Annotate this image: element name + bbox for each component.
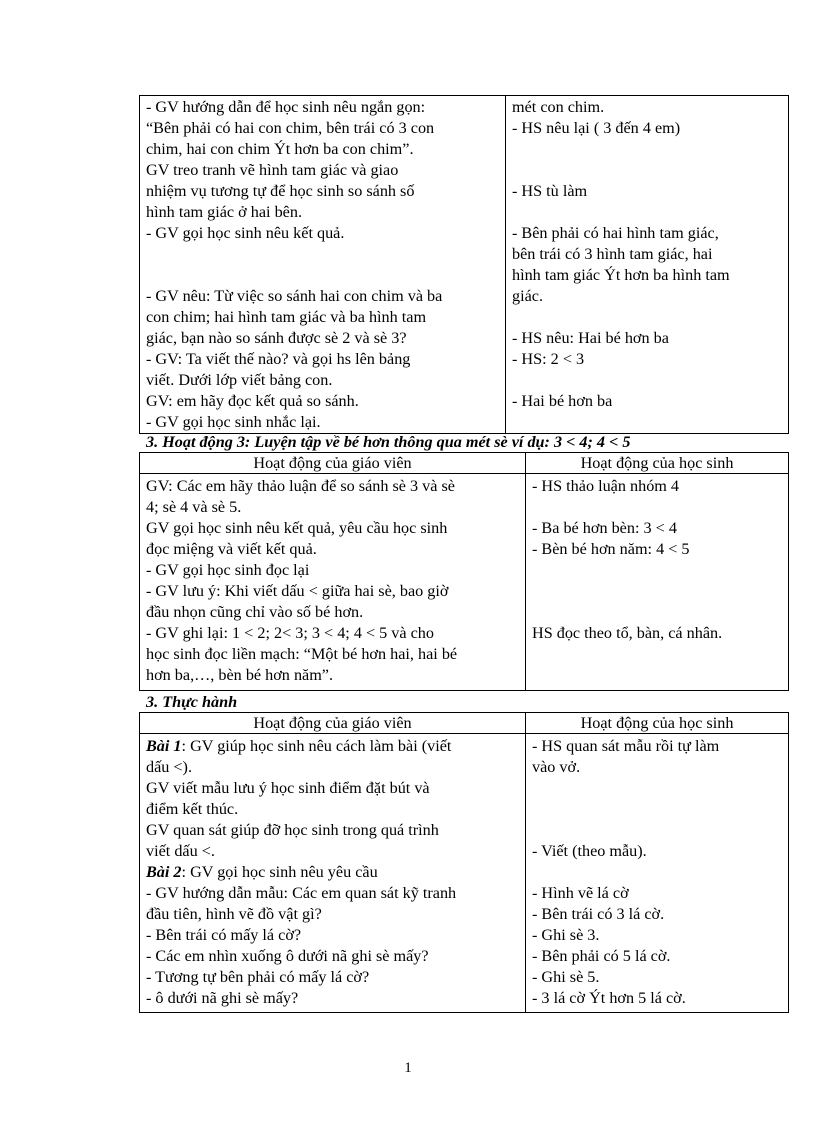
- text-line: [532, 778, 782, 799]
- text-line: - Bên phải có 5 lá cờ.: [532, 947, 671, 965]
- text-line: GV: em hãy đọc kết quả so sánh.: [146, 392, 359, 410]
- text-line: HS đọc theo tổ, bàn, cá nhân.: [532, 624, 723, 642]
- text-line: chim, hai con chim Ýt hơn ba con chim”.: [146, 140, 414, 158]
- text-line: [512, 370, 782, 391]
- text-line: đầu nhọn cũng chỉ vào số bé hơn.: [146, 603, 364, 621]
- text-line: hình tam giác Ýt hơn ba hình tam: [512, 266, 730, 284]
- text-line: [532, 560, 782, 581]
- text-line: GV gọi học sinh nêu kết quả, yêu cầu học sinh: [146, 519, 448, 537]
- text-line: hình tam giác ở hai bên.: [146, 203, 303, 221]
- student-activity-cell: [526, 734, 789, 1013]
- text-line: - Bên trái có 3 lá cờ.: [532, 905, 665, 923]
- exercise-2-text: : GV gọi học sinh nêu yêu cầu: [181, 863, 378, 881]
- text-line: điểm kết thúc.: [146, 800, 239, 818]
- text-line: - Bên phải có hai hình tam giác,: [512, 224, 719, 242]
- section-title-activity-3: 3. Hoạt động 3: Luyện tập về bé hơn thông qua mét sè ví dụ: 3 < 4; 4 < 5: [146, 433, 631, 451]
- text-line: 4; sè 4 và sè 5.: [146, 498, 242, 516]
- text-line: giác, bạn nào so sánh được sè 2 và sè 3?: [146, 329, 407, 347]
- text-line: - Bèn bé hơn năm: 4 < 5: [532, 540, 690, 558]
- page-number: 1: [404, 1060, 412, 1076]
- text-line: - GV ghi lại: 1 < 2; 2< 3; 3 < 4; 4 < 5 và cho: [146, 624, 434, 642]
- text-line: - Các em nhìn xuống ô dưới nã ghi sè mấy?: [146, 947, 429, 965]
- table-row: [140, 734, 789, 1013]
- teacher-activity-cell: [140, 96, 506, 434]
- teacher-activity-lines: [146, 97, 499, 433]
- column-header-teacher: Hoạt động của giáo viên: [140, 713, 526, 734]
- section-title-practice: 3. Thực hành: [146, 693, 238, 711]
- teacher-activity-cell: [140, 474, 526, 691]
- text-line: - 3 lá cờ Ýt hơn 5 lá cờ.: [532, 989, 686, 1007]
- table-header-row: [140, 713, 789, 734]
- activity-table-3: [139, 712, 789, 1013]
- text-line: [512, 139, 782, 160]
- text-line: mét con chim.: [512, 98, 605, 116]
- text-line: viết dấu <.: [146, 842, 215, 860]
- text-line: nhiệm vụ tương tự để học sinh so sánh số: [146, 182, 415, 200]
- student-activity-lines: [512, 97, 782, 433]
- table-row: [140, 96, 789, 434]
- text-line: - GV gọi học sinh đọc lại: [146, 561, 310, 579]
- text-line: - GV hướng dẫn mẫu: Các em quan sát kỹ tranh: [146, 884, 457, 902]
- exercise-1-text: : GV giúp học sinh nêu cách làm bài (viết: [181, 737, 452, 755]
- text-line: dấu <).: [146, 758, 192, 776]
- exercise-2-line: [146, 862, 519, 883]
- exercise-2-lines: [146, 883, 519, 1009]
- text-line: - Ghi sè 3.: [532, 926, 600, 944]
- text-line: [532, 497, 782, 518]
- text-line: GV quan sát giúp đỡ học sinh trong quá trình: [146, 821, 439, 839]
- text-line: - ô dưới nã ghi sè mấy?: [146, 989, 299, 1007]
- text-line: - HS quan sát mẫu rồi tự làm: [532, 737, 720, 755]
- text-line: - GV lưu ý: Khi viết dấu < giữa hai sè, bao giờ: [146, 582, 449, 600]
- text-line: - Tương tự bên phải có mấy lá cờ?: [146, 968, 370, 986]
- exercise-1-lines: [146, 757, 519, 862]
- text-line: [512, 160, 782, 181]
- exercise-2-label: Bài 2: [146, 863, 182, 881]
- text-line: [532, 665, 782, 686]
- text-line: GV treo tranh vẽ hình tam giác và giao: [146, 161, 399, 179]
- table-header-row: [140, 453, 789, 474]
- activity-table-2: [139, 452, 789, 691]
- activity-table-1: [139, 95, 789, 434]
- text-line: - HS nêu: Hai bé hơn ba: [512, 329, 669, 347]
- exercise-1-line: [146, 736, 519, 757]
- text-line: GV viết mẫu lưu ý học sinh điểm đặt bút và: [146, 779, 430, 797]
- text-line: [146, 265, 499, 286]
- text-line: vào vở.: [532, 758, 581, 776]
- text-line: - GV hướng dẫn để học sinh nêu ngắn gọn:: [146, 98, 426, 116]
- text-line: [532, 602, 782, 623]
- text-line: [532, 862, 782, 883]
- text-line: đọc miệng và viết kết quả.: [146, 540, 317, 558]
- text-line: [512, 307, 782, 328]
- text-line: “Bên phải có hai con chim, bên trái có 3 con: [146, 119, 435, 137]
- student-activity-cell: [526, 474, 789, 691]
- text-line: hơn ba,…, bèn bé hơn năm”.: [146, 666, 334, 684]
- text-line: - GV gọi học sinh nêu kết quả.: [146, 224, 345, 242]
- text-line: [512, 202, 782, 223]
- column-header-student: Hoạt động của học sinh: [526, 453, 789, 474]
- text-line: - Ba bé hơn bèn: 3 < 4: [532, 519, 677, 537]
- text-line: - HS nêu lại ( 3 đến 4 em): [512, 119, 681, 137]
- text-line: GV: Các em hãy thảo luận để so sánh sè 3 và sè: [146, 477, 455, 495]
- text-line: - Hình vẽ lá cờ: [532, 884, 629, 902]
- exercise-1-label: Bài 1: [146, 737, 182, 755]
- text-line: - Hai bé hơn ba: [512, 392, 613, 410]
- text-line: [532, 644, 782, 665]
- text-line: [532, 820, 782, 841]
- text-line: đầu tiên, hình vẽ đồ vật gì?: [146, 905, 322, 923]
- text-line: con chim; hai hình tam giác và ba hình tam: [146, 308, 427, 326]
- text-line: [512, 412, 782, 433]
- text-line: [532, 799, 782, 820]
- text-line: bên trái có 3 hình tam giác, hai: [512, 245, 713, 263]
- teacher-activity-lines: [146, 476, 519, 686]
- text-line: - GV: Ta viết thế nào? và gọi hs lên bảng: [146, 350, 411, 368]
- text-line: - GV gọi học sinh nhắc lại.: [146, 413, 321, 431]
- student-activity-lines: [532, 476, 782, 686]
- student-activity-lines: [532, 736, 782, 1009]
- text-line: học sinh đọc liền mạch: “Một bé hơn hai, hai bé: [146, 645, 458, 663]
- column-header-student: Hoạt động của học sinh: [526, 713, 789, 734]
- text-line: - HS: 2 < 3: [512, 350, 585, 368]
- text-line: [146, 244, 499, 265]
- column-header-teacher: Hoạt động của giáo viên: [140, 453, 526, 474]
- text-line: - Bên trái có mấy lá cờ?: [146, 926, 302, 944]
- table-row: [140, 474, 789, 691]
- text-line: viết. Dưới lớp viết bảng con.: [146, 371, 333, 389]
- student-activity-cell: [506, 96, 789, 434]
- teacher-activity-cell: [140, 734, 526, 1013]
- text-line: giác.: [512, 287, 544, 305]
- text-line: - HS thảo luận nhóm 4: [532, 477, 680, 495]
- text-line: - GV nêu: Từ việc so sánh hai con chim và ba: [146, 287, 443, 305]
- text-line: [532, 581, 782, 602]
- text-line: - Ghi sè 5.: [532, 968, 600, 986]
- text-line: - HS tù làm: [512, 182, 588, 200]
- text-line: - Viết (theo mẫu).: [532, 842, 647, 860]
